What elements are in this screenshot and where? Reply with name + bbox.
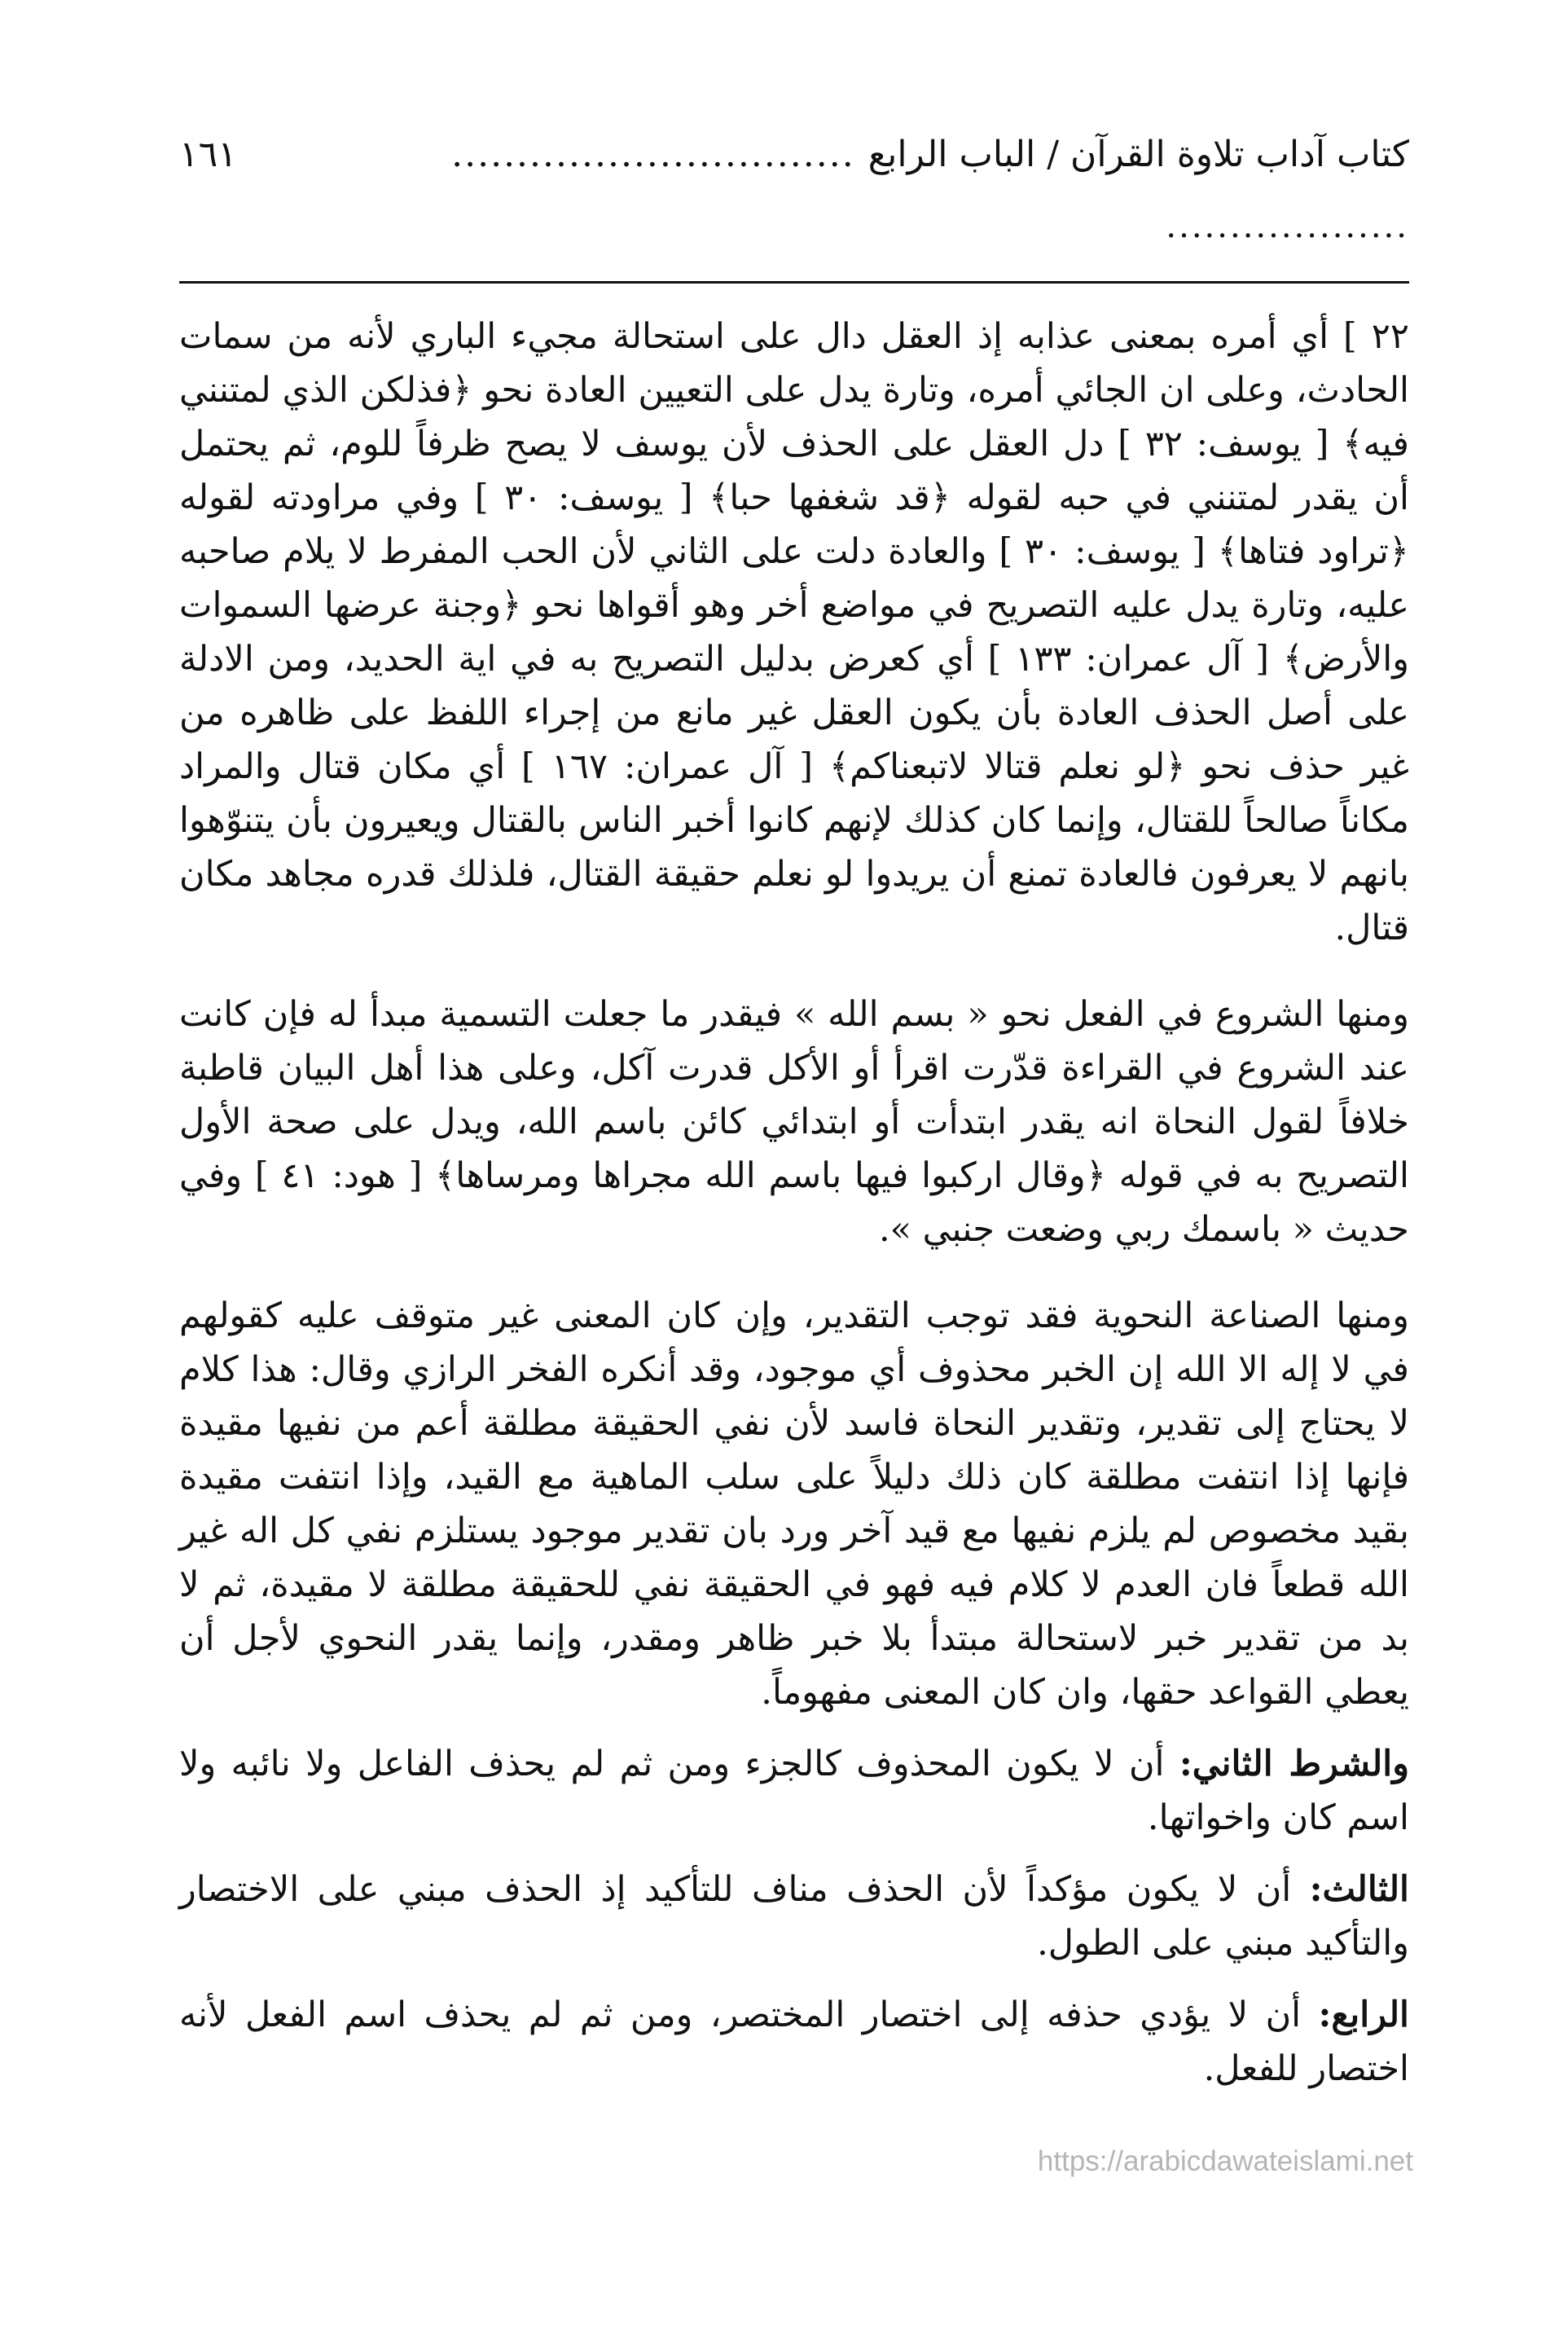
paragraph-lead: والشرط الثاني: — [1179, 1744, 1409, 1784]
paragraph-text: أن لا يكون المحذوف كالجزء ومن ثم لم يحذف الفاعل ولا نائبه ولا اسم كان واخواتها. — [179, 1744, 1409, 1838]
running-title: كتاب آداب تلاوة القرآن / الباب الرابع — [867, 134, 1409, 175]
paragraph-condition-3 — [179, 1863, 1409, 1970]
leader-dots: ............................... — [451, 134, 855, 175]
paragraph-text: ومنها الشروع في الفعل نحو « بسم الله » فيقدر ما جعلت التسمية مبدأ له فإن كانت عند الشروع في القراءة قدّرت اقرأ أو الأكل قدرت آكل، وعلى هذا أهل البيان قاطبة خلافاً لقول النحاة انه يقدر ابتدأت أو ابتدائي كائن باسم الله، ويدل على صحة الأول التصريح به في قوله ﴿وقال اركبوا فيها باسم الله مجراها ومرساها﴾ [ هود: ٤١ ] وفي حديث « باسمك ربي وضعت جنبي ». — [179, 994, 1409, 1250]
paragraph-lead: الرابع: — [1318, 1995, 1409, 2035]
paragraph-condition-4 — [179, 1988, 1409, 2096]
paragraph-lead: الثالث: — [1309, 1869, 1409, 1910]
paragraph-footnote-continuation — [179, 310, 1409, 955]
header-rule — [179, 281, 1409, 284]
paragraph-text: أن لا يؤدي حذفه إلى اختصار المختصر، ومن ثم لم يحذف اسم الفعل لأنه اختصار للفعل. — [179, 1995, 1409, 2089]
paragraph-text: أن لا يكون مؤكداً لأن الحذف مناف للتأكيد إذ الحذف مبني على الاختصار والتأكيد مبني على الطول. — [179, 1869, 1409, 1964]
paragraph-text: ومنها الصناعة النحوية فقد توجب التقدير، وإن كان المعنى غير متوقف عليه كقولهم في لا إله الا الله إن الخبر محذوف أي موجود، وقد أنكره الفخر الرازي وقال: هذا كلام لا يحتاج إلى تقدير، وتقدير النحاة فاسد لأن نفي الحقيقة مطلقة أعم من نفيها مقيدة فإنها إذا انتفت مطلقة كان ذلك دليلاً على سلب الماهية مع القيد، وإذا انتفت مقيدة بقيد مخصوص لم يلزم نفيها مع قيد آخر ورد بان تقدير موجود يستلزم نفي كل اله غير الله قطعاً فان العدم لا كلام فيه فهو في الحقيقة نفي للحقيقة مطلقة لا مقيدة، ثم لا بد من تقدير خبر لاستحالة مبتدأ بلا خبر ظاهر ومقدر، وإنما يقدر النحوي لأجل أن يعطي القواعد حقها، وان كان المعنى مفهوماً. — [179, 1295, 1409, 1713]
paragraph-shuroo — [179, 988, 1409, 1256]
sub-leader-dots: ................... — [1166, 208, 1409, 245]
paragraph-text: ٢٢ ] أي أمره بمعنى عذابه إذ العقل دال على استحالة مجيء الباري لأنه من سمات الحادث، وعلى ان الجائي أمره، وتارة يدل على التعيين العادة نحو ﴿فذلكن الذي لمتنني فيه﴾ [ يوسف: ٣٢ ] دل العقل على الحذف لأن يوسف لا يصح ظرفاً للوم، ثم يحتمل أن يقدر لمتنني في حبه لقوله ﴿قد شغفها حبا﴾ [ يوسف: ٣٠ ] وفي مراودته لقوله ﴿تراود فتاها﴾ [ يوسف: ٣٠ ] والعادة دلت على الثاني لأن الحب المفرط لا يلام صاحبه عليه، وتارة يدل عليه التصريح في مواضع أخر وهو أقواها نحو ﴿وجنة عرضها السموات والأرض﴾ [ آل عمران: ١٣٣ ] أي كعرض بدليل التصريح به في اية الحديد، ومن الادلة على أصل الحذف العادة بأن يكون العقل غير مانع من إجراء اللفظ على ظاهره من غير حذف نحو ﴿لو نعلم قتالا لاتبعناكم﴾ [ آل عمران: ١٦٧ ] أي مكان قتال والمراد مكاناً صالحاً للقتال، وإنما كان كذلك لإنهم كانوا أخبر الناس بالقتال ويعيرون بأن يتنوّهوا بانهم لا يعرفون فالعادة تمنع أن يريدوا لو نعلم حقيقة القتال، فلذلك قدره مجاهد مكان قتال. — [179, 316, 1410, 948]
watermark-url: https://arabicdawateislami.net — [1037, 2145, 1413, 2177]
running-header — [179, 130, 1409, 179]
page-number: ١٦١ — [179, 134, 237, 175]
paragraph-condition-2 — [179, 1737, 1409, 1845]
paragraph-sinaa — [179, 1289, 1409, 1719]
body-text — [179, 310, 1409, 2096]
